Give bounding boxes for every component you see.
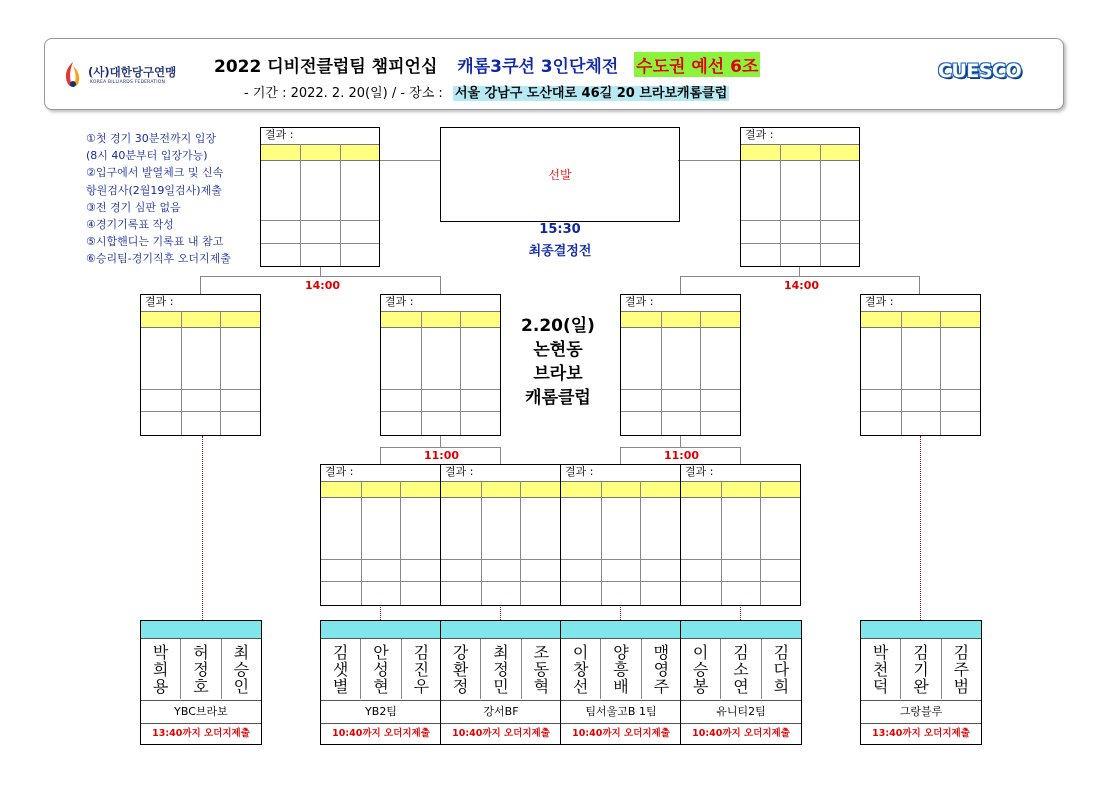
result-label: 결과 : [325,465,354,478]
team-card [860,620,982,745]
result-row-divider [861,411,980,412]
connector-line [620,447,621,464]
team-players [561,639,681,699]
connector-line [680,435,681,447]
order-deadline: 10:40까지 오더지제출 [572,728,670,739]
connector-line [678,160,740,161]
team-card-band [441,621,561,639]
result-row-divider [261,220,379,221]
order-deadline: 10:40까지 오더지제출 [452,728,550,739]
federation-logo [58,58,208,92]
result-column-divider [181,311,182,435]
result-label: 결과 : [265,128,294,141]
note-item: ⑤시합핸디는 기록표 내 참고 [86,235,224,249]
page-title [214,52,760,76]
result-box [740,127,860,267]
notes-list [86,130,231,268]
team-players [441,639,561,699]
result-column-divider [661,311,662,435]
connector-line [200,276,441,277]
result-column-divider [361,481,362,605]
result-row-divider [741,243,859,244]
team-card [440,620,562,745]
result-box [320,464,441,606]
result-box [440,464,561,606]
result-score-band [561,481,680,498]
team-name: 팀서울고B 1팀 [561,700,681,724]
result-score-band [381,311,500,328]
venue-text: 서울 강남구 도산대로 46길 20 브라보캐롬클럽 [454,86,728,101]
player-name: 맹 영 주 [653,642,670,696]
result-row-divider [561,559,680,560]
result-score-band [621,311,740,328]
player-name: 안 성 현 [361,639,401,699]
result-score-band [321,481,440,498]
result-label: 결과 : [445,465,474,478]
note-item: ①첫 경기 30분전까지 입장 [86,132,216,145]
player-name: 김 기 완 [901,639,941,699]
period-text: - 기간 : 2022. 2. 20(일) / - 장소 : [244,86,443,101]
result-column-divider [721,481,722,605]
team-name: 강서BF [441,700,561,724]
player-name: 최 승 인 [233,642,250,696]
result-column-divider [820,144,821,266]
note-item: (8시 40분부터 입장가능) [86,149,208,163]
result-column-divider [901,311,902,435]
result-label: 결과 : [565,465,594,478]
venue-summary [480,314,636,410]
result-row-divider [621,389,740,390]
order-deadline: 13:40까지 오더지제출 [872,728,970,739]
team-card-band [861,621,981,639]
player-name: 허 정 호 [181,639,221,699]
result-box [380,294,501,436]
match-time-semi-right: 14:00 [784,279,820,292]
connector-line [380,160,440,161]
note-item: ④경기기록표 작성 [86,217,174,231]
result-label: 결과 : [865,295,894,308]
result-row-divider [261,243,379,244]
team-card-band [321,621,441,639]
result-column-divider [780,144,781,266]
team-connector [500,605,501,620]
result-column-divider [601,481,602,605]
connector-line [620,447,741,448]
result-column-divider [340,144,341,266]
team-players [321,639,441,699]
result-row-divider [381,389,500,390]
federation-emblem-icon [60,60,86,88]
result-label: 결과 : [625,295,654,308]
connector-line [320,266,321,276]
result-score-band [741,144,859,161]
connector-line [440,435,441,447]
connector-line [680,276,920,277]
connector-line [380,447,381,464]
result-column-divider [300,144,301,266]
result-row-divider [561,581,680,582]
team-card-band [681,621,801,639]
result-row-divider [621,411,740,412]
title-main: 2022 디비전클럽팀 챔피언십 [214,57,438,77]
result-row-divider [441,559,560,560]
result-score-band [441,481,560,498]
title-group: 수도권 예선 6조 [634,52,760,77]
result-score-band [141,311,260,328]
note-item: ③전 경기 심판 없음 [86,200,181,214]
team-players [141,639,261,699]
result-column-divider [760,481,761,605]
result-box [680,464,801,606]
result-column-divider [640,481,641,605]
venue-summary-line: 2.20(일) [521,316,595,336]
team-card [680,620,802,745]
player-name: 양 흥 배 [601,639,641,699]
team-card [560,620,682,745]
result-column-divider [520,481,521,605]
team-players [861,639,981,699]
team-card-band [141,621,261,639]
player-name: 김 진 우 [413,642,430,696]
connector-line [919,276,920,294]
venue-summary-line: 브라보 [533,364,583,384]
team-connector [740,605,741,620]
connector-line [380,447,501,448]
connector-line [680,276,681,294]
note-item: 항원검사(2월19일검사)제출 [86,183,222,197]
result-column-divider [940,311,941,435]
final-match-label: 최종결정전 [528,244,592,259]
team-name: 그랑블루 [861,700,981,724]
result-box [140,294,261,436]
team-card [320,620,442,745]
player-name: 이 승 봉 [681,639,721,699]
result-row-divider [741,220,859,221]
result-row-divider [861,389,980,390]
result-row-divider [321,581,440,582]
result-score-band [261,144,379,161]
team-card [140,620,262,745]
result-column-divider [400,481,401,605]
result-row-divider [681,559,800,560]
team-name: 유니티2팀 [681,700,801,724]
result-box [620,294,741,436]
connector-line [500,447,501,464]
connector-line [440,276,441,294]
order-deadline: 13:40까지 오더지제출 [152,728,250,739]
final-match-box [440,127,680,222]
team-connector [920,436,921,620]
player-name: 김 주 범 [953,642,970,696]
result-column-divider [220,311,221,435]
result-row-divider [321,559,440,560]
result-label: 결과 : [745,128,774,141]
result-box [860,294,981,436]
venue-summary-line: 논현동 [533,340,583,360]
result-column-divider [700,311,701,435]
connector-line [200,276,201,294]
result-column-divider [421,311,422,435]
result-row-divider [441,581,560,582]
order-deadline: 10:40까지 오더지제출 [692,728,790,739]
player-name: 박 천 덕 [861,639,901,699]
player-name: 조 동 혁 [533,642,550,696]
note-item: ②입구에서 발열체크 및 신속 [86,166,224,180]
result-score-band [861,311,980,328]
result-box [260,127,380,267]
result-score-band [681,481,800,498]
result-column-divider [460,311,461,435]
match-time-r1-right: 11:00 [664,449,700,462]
team-name: YBC브라보 [141,700,261,724]
result-box [560,464,681,606]
match-time-semi-left: 14:00 [305,279,341,292]
result-column-divider [481,481,482,605]
result-row-divider [141,411,260,412]
result-row-divider [141,389,260,390]
result-label: 결과 : [385,295,414,308]
venue-summary-line: 캐롬클럽 [525,388,591,408]
connector-line [740,447,741,464]
player-name: 김 샛 별 [321,639,361,699]
player-name: 김 소 연 [721,639,761,699]
team-card-band [561,621,681,639]
player-name: 박 희 용 [141,639,181,699]
federation-name: (사)대한당구연맹 [88,65,177,79]
order-deadline: 10:40까지 오더지제출 [332,728,430,739]
match-time-r1-left: 11:00 [424,449,460,462]
result-label: 결과 : [685,465,714,478]
sponsor-logo [938,60,1046,88]
result-label: 결과 : [145,295,174,308]
connector-line [799,266,800,276]
team-connector [380,605,381,620]
result-row-divider [681,581,800,582]
team-connector [202,436,203,620]
team-connector [620,605,621,620]
player-name: 최 정 민 [481,639,521,699]
player-name: 이 창 선 [561,639,601,699]
team-players [681,639,801,699]
final-box-label: 선발 [548,168,572,182]
team-name: YB2팀 [321,700,441,724]
event-info [244,82,729,100]
result-row-divider [381,411,500,412]
sponsor-logo-text: CUESCO [938,60,1022,82]
final-match-time: 15:30 [539,222,581,237]
player-name: 강 환 정 [441,639,481,699]
federation-name-english: KOREA BILLIARDS FEDERATION [90,80,166,85]
player-name: 김 다 희 [773,642,790,696]
title-event: 캐롬3쿠션 3인단체전 [457,57,619,77]
note-item: ⑥승리팀-경기직후 오더지제출 [86,252,231,266]
